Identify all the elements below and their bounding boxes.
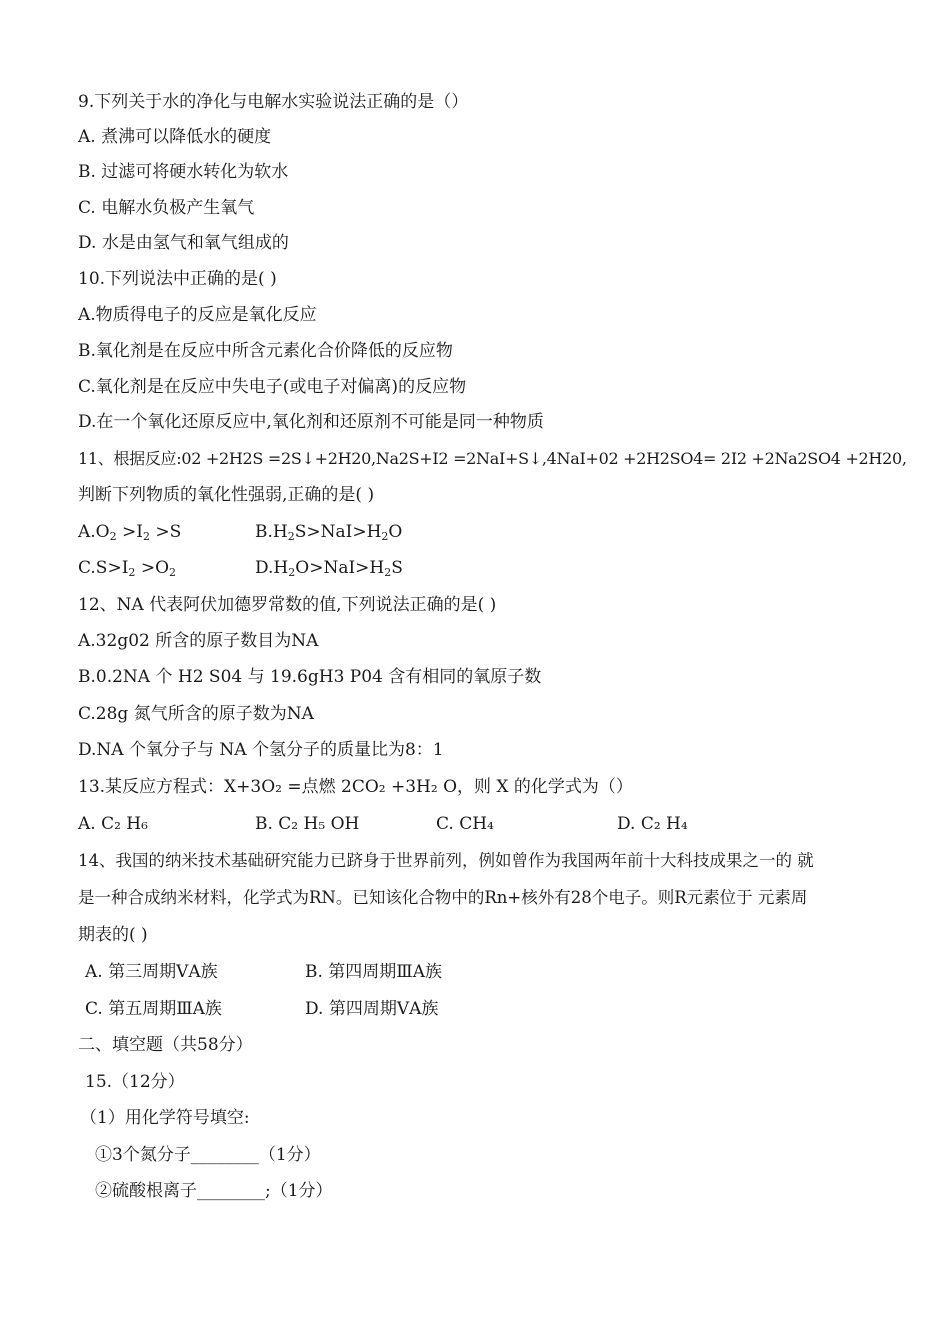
q9-option-a: A. 煮沸可以降低水的硬度 (78, 127, 272, 147)
q14-option-c: C. 第五周期ⅢA族 (85, 999, 222, 1019)
q12-option-b: B.0.2NA 个 H2 S04 与 19.6gH3 P04 含有相同的氧原子数 (78, 667, 542, 687)
q15-item1: ①3个氮分子________（1分） (95, 1145, 321, 1165)
q9-option-b: B. 过滤可将硬水转化为软水 (78, 162, 289, 182)
q12-option-c: C.28g 氮气所含的原子数为NA (78, 704, 314, 724)
q14-stem-line2: 是一种合成纳米材料，化学式为RN。已知该化合物中的Rn+核外有28个电子。则R元素位于 元素周 (78, 888, 808, 907)
q11-option-a: $A.O_2 >I_2 >S$ (78, 522, 182, 543)
q13-stem: 13.某反应方程式：X+3O₂ =点燃 2CO₂ +3H₂ O，则 X 的化学式为（） (78, 777, 633, 797)
q14-option-d: D. 第四周期ⅤA族 (305, 999, 439, 1019)
q11-option-c: $C.S>I_2 >O_2$ (78, 558, 177, 579)
q10-stem: 10.下列说法中正确的是( ) (78, 269, 277, 289)
q15-heading: 15.（12分） (85, 1072, 185, 1092)
q9-option-d: D. 水是由氢气和氧气组成的 (78, 233, 289, 253)
q11-stem-line1: 11、根据反应:02 +2H2S =2S↓+2H20,Na2S+I2 =2NaI+S↓,4NaI+02 +2H2SO4= 2I2 +2Na2SO4 +2H20, (78, 449, 907, 468)
q13-option-c: C. CH₄ (436, 814, 494, 834)
q14-option-b: B. 第四周期ⅢA族 (305, 962, 442, 982)
q12-option-a: A.32g02 所含的原子数目为NA (78, 631, 319, 651)
q12-stem: 12、NA 代表阿伏加德罗常数的值,下列说法正确的是( ) (78, 595, 497, 615)
q11-option-b: $B.H_2S>NaI>H_2O$ (255, 522, 403, 543)
q10-option-d: D.在一个氧化还原反应中,氧化剂和还原剂不可能是同一种物质 (78, 412, 544, 432)
q10-option-c: C.氧化剂是在反应中失电子(或电子对偏离)的反应物 (78, 377, 467, 397)
q14-option-a: A. 第三周期ⅤA族 (85, 962, 218, 982)
q13-option-d: D. C₂ H₄ (617, 814, 688, 834)
section2-title: 二、填空题（共58分） (78, 1035, 253, 1055)
q11-stem-line2: 判断下列物质的氧化性强弱,正确的是( ) (78, 485, 375, 505)
q15-item2: ②硫酸根离子________;（1分） (95, 1181, 333, 1201)
q14-stem-line1: 14、我国的纳米技术基础研究能力已跻身于世界前列，例如曾作为我国两年前十大科技成果之一的 就 (78, 851, 814, 870)
q9-option-c: C. 电解水负极产生氧气 (78, 198, 255, 218)
q14-stem-line3: 期表的( ) (78, 925, 148, 945)
q9-stem: 9.下列关于水的净化与电解水实验说法正确的是（） (78, 92, 469, 112)
q10-option-b: B.氧化剂是在反应中所含元素化合价降低的反应物 (78, 341, 453, 361)
q13-option-a: A. C₂ H₆ (78, 814, 148, 834)
q15-sub1: （1）用化学符号填空: (80, 1108, 250, 1128)
q13-option-b: B. C₂ H₅ OH (255, 814, 360, 834)
q12-option-d: D.NA 个氧分子与 NA 个氢分子的质量比为8：1 (78, 740, 444, 760)
q10-option-a: A.物质得电子的反应是氧化反应 (78, 305, 317, 325)
q11-option-d: $D.H_2O>NaI>H_2S$ (255, 558, 403, 579)
